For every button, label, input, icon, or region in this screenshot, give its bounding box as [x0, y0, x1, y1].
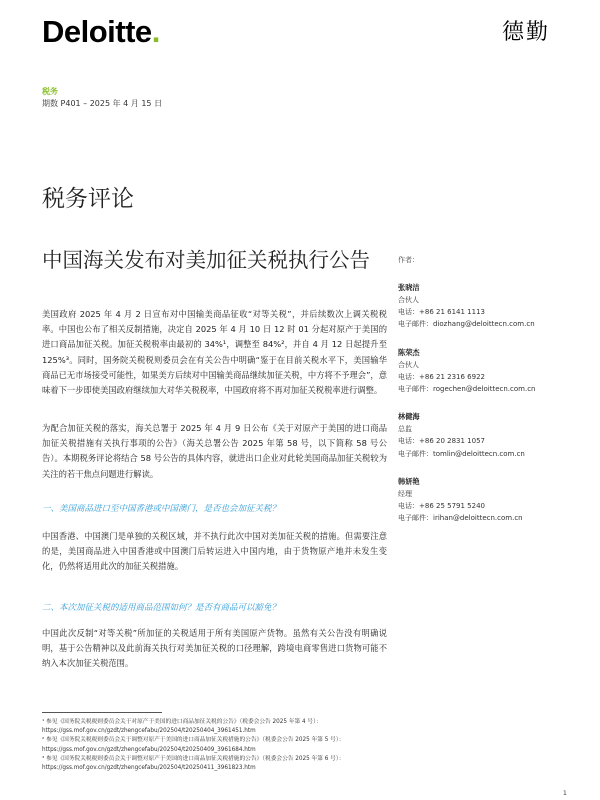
phone-label: 电话： — [398, 372, 419, 381]
phone-label: 电话： — [398, 437, 419, 446]
section-heading-2: 二、本次加征关税的适用商品范围如何？是否有商品可以豁免？ — [42, 603, 281, 613]
author-card — [398, 282, 568, 331]
author-name: 韩妍艳 — [398, 476, 420, 486]
paragraph-section-1: 中国香港、中国澳门是单独的关税区域，并不执行此次中国对美加征关税的措施。但需要注意的是，美国商品进入中国香港或中国澳门后转运进入中国内地，由于货物原产地并未发生变化，仍然将适用此次的加征关税措施。 — [42, 531, 387, 572]
paragraph-intro: 美国政府 2025 年 4 月 2 日宣布对中国输美商品征收“对等关税”，并后续数次上调关税税率。中国也公布了相关反制措施，决定自 2025 年 4 月 10 日 12 时 01 分起对原产于美国的进口商品加征关税。加征关税税率由最初的 34%¹，调整至 84%²，并自 4 月 12 日起提升至 125%³。同时，国务院关税税则委员会在有关公告中明确“鉴于在目前关税水平下，美国输华商品已无市场接受可能性，如果美方后续对中国输美商品继续加征关税，中方将不予理会”，意味着下一步即使美国政府继续加大对华关税税率，中国政府将不再对加征关税税率进行调整。 — [42, 309, 387, 396]
author-card — [398, 411, 568, 460]
author-name: 陈荣杰 — [398, 347, 420, 357]
phone-label: 电话： — [398, 308, 419, 317]
email-label: 电子邮件： — [398, 514, 433, 523]
author-phone: +86 25 5791 5240 — [419, 502, 485, 511]
author-label: 作者： — [398, 256, 419, 264]
footnote-3: ³ 参见《国务院关税税则委员会关于调整对原产于美国的进口商品加征关税措施的公告》（税委会公告 2025 年第 6 号）： — [42, 755, 345, 762]
deloitte-logo-chinese: 德勤 — [502, 20, 551, 45]
email-label: 电子邮件： — [398, 320, 433, 329]
author-name: 张晓洁 — [398, 283, 420, 292]
logo-wordmark: Deloitte — [42, 14, 152, 49]
author-card — [398, 476, 568, 525]
section-heading-1: 一、美国商品进口至中国香港或中国澳门，是否也会加征关税？ — [42, 504, 281, 514]
footnotes — [42, 718, 562, 773]
footnote-1: ¹ 参见《国务院关税税则委员会关于对原产于美国的进口商品加征关税的公告》（税委会公告 2025 年第 4 号）： — [42, 719, 322, 725]
author-email[interactable]: irihan@deloittecn.com.cn — [433, 514, 523, 523]
footnote-2: ² 参见《国务院关税税则委员会关于调整对原产于美国的进口商品加征关税措施的公告》（税委会公告 2025 年第 5 号）： — [42, 737, 345, 744]
author-title: 合伙人 — [398, 360, 419, 369]
author-phone: +86 21 6141 1113 — [419, 308, 485, 317]
footnote-divider — [42, 712, 162, 713]
author-title: 合伙人 — [398, 296, 419, 304]
phone-label: 电话： — [398, 502, 419, 511]
author-phone: +86 20 2831 1057 — [419, 437, 485, 446]
author-email[interactable]: rogechen@deloittecn.com.cn — [433, 385, 536, 394]
publication-title: 税务评论 — [42, 186, 134, 212]
issue-date-line: 期数 P401 – 2025 年 4 月 15 日 — [42, 99, 163, 108]
deloitte-logo — [42, 12, 160, 52]
footnote-3-link[interactable]: https://gss.mof.gov.cn/gzdt/zhengcefabu/202504/t20250411_3961823.htm — [42, 765, 256, 772]
author-sidebar — [398, 255, 568, 540]
author-title: 经理 — [398, 489, 412, 498]
paragraph-section-2: 中国此次反制“对等关税”所加征的关税适用于所有美国原产货物。虽然有关公告没有明确说明，基于公告精神以及此前海关执行对美加征关税的口径理解，跨境电商零售进口货物可能不纳入本次加征关税范围。 — [42, 628, 387, 669]
page-number: 1 — [563, 790, 567, 797]
author-name: 林健海 — [398, 412, 420, 422]
logo-dot: . — [151, 14, 160, 49]
author-phone: +86 21 2316 6922 — [419, 372, 485, 381]
author-email[interactable]: tomlin@deloittecn.com.cn — [433, 449, 525, 458]
author-card — [398, 347, 568, 396]
email-label: 电子邮件： — [398, 385, 433, 394]
paragraph-announcement: 为配合加征关税的落实，海关总署于 2025 年 4 月 9 日公布《关于对原产于美国的进口商品加征关税措施有关执行事项的公告》（海关总署公告 2025 年第 58 号，以下简称 58 号公告）。本期税务评论将结合 58 号公告的具体内容，就进出口企业对此轮美国商品加征关税较为关注的若干焦点问题进行解读。 — [42, 423, 387, 479]
footnote-2-link[interactable]: https://gss.mof.gov.cn/gzdt/zhengcefabu/202504/t20250409_3961684.htm — [42, 746, 256, 753]
article-title: 中国海关发布对美加征关税执行公告 — [42, 248, 370, 272]
author-email[interactable]: diozhang@deloittecn.com.cn — [433, 320, 535, 329]
section-label: 税务 — [42, 87, 58, 96]
author-title: 总监 — [398, 425, 412, 434]
email-label: 电子邮件： — [398, 449, 433, 458]
footnote-1-link[interactable]: https://gss.mof.gov.cn/gzdt/zhengcefabu/202504/t20250404_3961451.htm — [42, 728, 256, 735]
